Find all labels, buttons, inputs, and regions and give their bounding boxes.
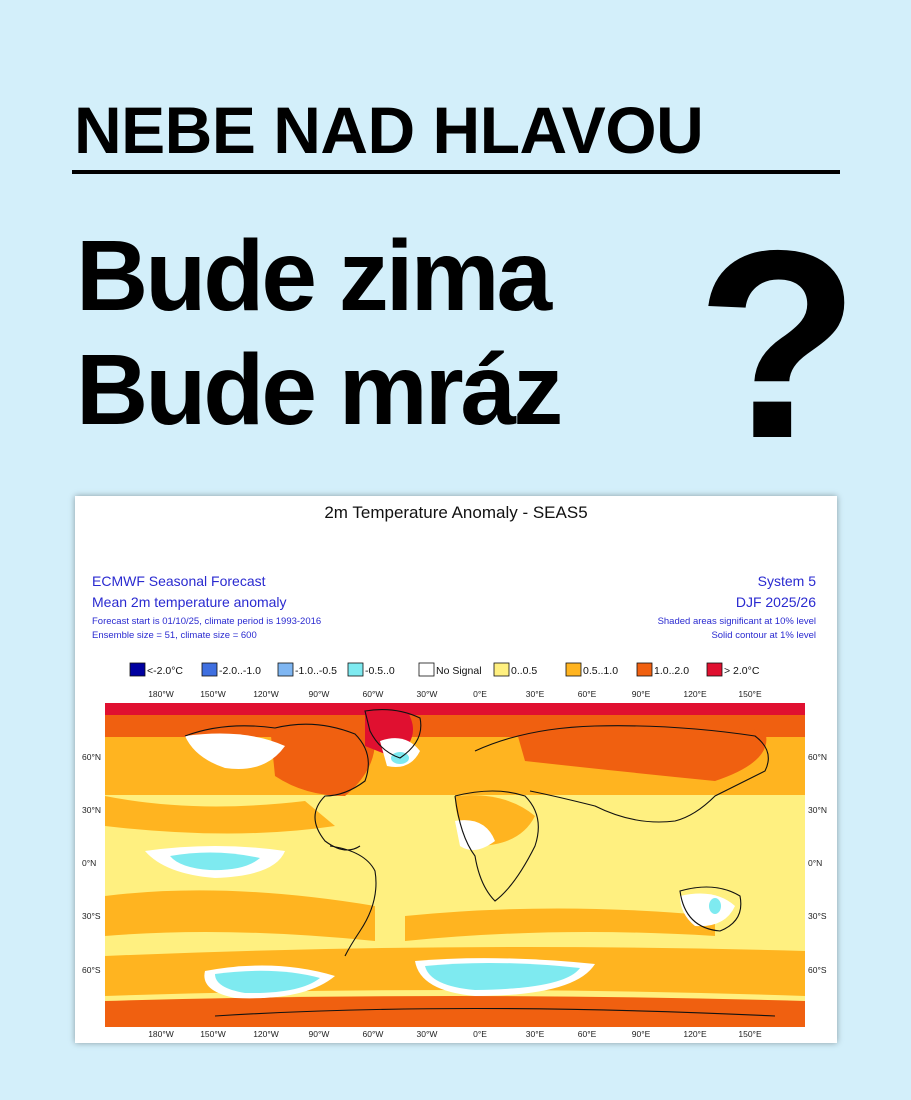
longitude-label: 60°E xyxy=(577,689,597,699)
map-title: 2m Temperature Anomaly - SEAS5 xyxy=(324,503,588,522)
map-legend xyxy=(130,663,760,677)
longitude-label: 30°E xyxy=(525,1029,545,1039)
masthead-underline xyxy=(72,170,840,174)
longitude-label: 30°E xyxy=(525,689,545,699)
forecast-map-card xyxy=(75,496,837,1043)
longitude-label: 0°E xyxy=(473,1029,487,1039)
strong-warm-antarctic-band xyxy=(105,996,805,1027)
question-mark: ? xyxy=(696,194,860,494)
legend-label: 0..0.5 xyxy=(511,665,538,677)
legend-label: > 2.0°C xyxy=(724,665,760,677)
latitude-label: 0°N xyxy=(82,858,97,868)
legend-label: 1.0..2.0 xyxy=(654,665,690,677)
longitude-label: 0°E xyxy=(473,689,487,699)
latitude-labels-left xyxy=(82,752,101,975)
legend-label: <-2.0°C xyxy=(147,665,184,677)
legend-label: -0.5..0 xyxy=(365,665,395,677)
info-system: System 5 xyxy=(757,573,816,589)
longitude-label: 180°W xyxy=(148,689,174,699)
legend-swatch xyxy=(202,663,217,676)
latitude-label: 30°S xyxy=(82,911,101,921)
longitude-label: 90°W xyxy=(308,1029,330,1039)
anomaly-map xyxy=(105,703,805,1027)
very-strong-warm-arctic-edge xyxy=(105,703,805,715)
legend-swatch xyxy=(566,663,581,676)
longitude-label: 90°E xyxy=(631,1029,651,1039)
latitude-label: 30°N xyxy=(82,805,101,815)
headline-line-1: Bude zima xyxy=(76,220,550,332)
info-shading-note: Shaded areas significant at 10% level xyxy=(657,616,816,627)
latitude-label: 30°N xyxy=(808,805,827,815)
longitude-label: 150°W xyxy=(200,1029,226,1039)
latitude-label: 60°S xyxy=(808,965,827,975)
legend-label: No Signal xyxy=(436,665,482,677)
longitude-label: 30°W xyxy=(416,689,438,699)
legend-swatch xyxy=(278,663,293,676)
legend-label: -1.0..-0.5 xyxy=(295,665,338,677)
longitude-labels-bottom xyxy=(148,1029,762,1039)
legend-swatch xyxy=(348,663,363,676)
info-product: Mean 2m temperature anomaly xyxy=(92,594,287,610)
headline-line-2: Bude mráz xyxy=(76,334,561,446)
legend-swatch xyxy=(637,663,652,676)
longitude-label: 60°W xyxy=(362,689,384,699)
info-forecast-start: Forecast start is 01/10/25, climate period is 1993-2016 xyxy=(92,616,322,627)
forecast-map-figure xyxy=(75,496,837,1043)
longitude-label: 150°W xyxy=(200,689,226,699)
legend-label: 0.5..1.0 xyxy=(583,665,619,677)
longitude-label: 180°W xyxy=(148,1029,174,1039)
latitude-label: 60°N xyxy=(808,752,827,762)
longitude-label: 90°E xyxy=(631,689,651,699)
legend-swatch xyxy=(494,663,509,676)
longitude-label: 120°E xyxy=(683,689,707,699)
info-ensemble: Ensemble size = 51, climate size = 600 xyxy=(92,630,257,641)
longitude-label: 120°W xyxy=(253,689,279,699)
latitude-label: 60°S xyxy=(82,965,101,975)
longitude-label: 60°E xyxy=(577,1029,597,1039)
latitude-label: 30°S xyxy=(808,911,827,921)
legend-swatch xyxy=(419,663,434,676)
legend-swatch xyxy=(707,663,722,676)
longitude-label: 150°E xyxy=(738,689,762,699)
latitude-label: 60°N xyxy=(82,752,101,762)
cool-spot-australia xyxy=(709,898,721,914)
legend-swatch xyxy=(130,663,145,676)
longitude-label: 150°E xyxy=(738,1029,762,1039)
longitude-label: 120°W xyxy=(253,1029,279,1039)
masthead-title: NEBE NAD HLAVOU xyxy=(74,93,704,167)
longitude-label: 60°W xyxy=(362,1029,384,1039)
latitude-labels-right xyxy=(808,752,827,975)
longitude-label: 90°W xyxy=(308,689,330,699)
latitude-label: 0°N xyxy=(808,858,823,868)
info-contour-note: Solid contour at 1% level xyxy=(711,630,816,641)
longitude-labels-top xyxy=(148,689,762,699)
longitude-label: 120°E xyxy=(683,1029,707,1039)
info-period: DJF 2025/26 xyxy=(735,594,816,610)
legend-label: -2.0..-1.0 xyxy=(219,665,262,677)
info-org: ECMWF Seasonal Forecast xyxy=(92,573,266,589)
longitude-label: 30°W xyxy=(416,1029,438,1039)
